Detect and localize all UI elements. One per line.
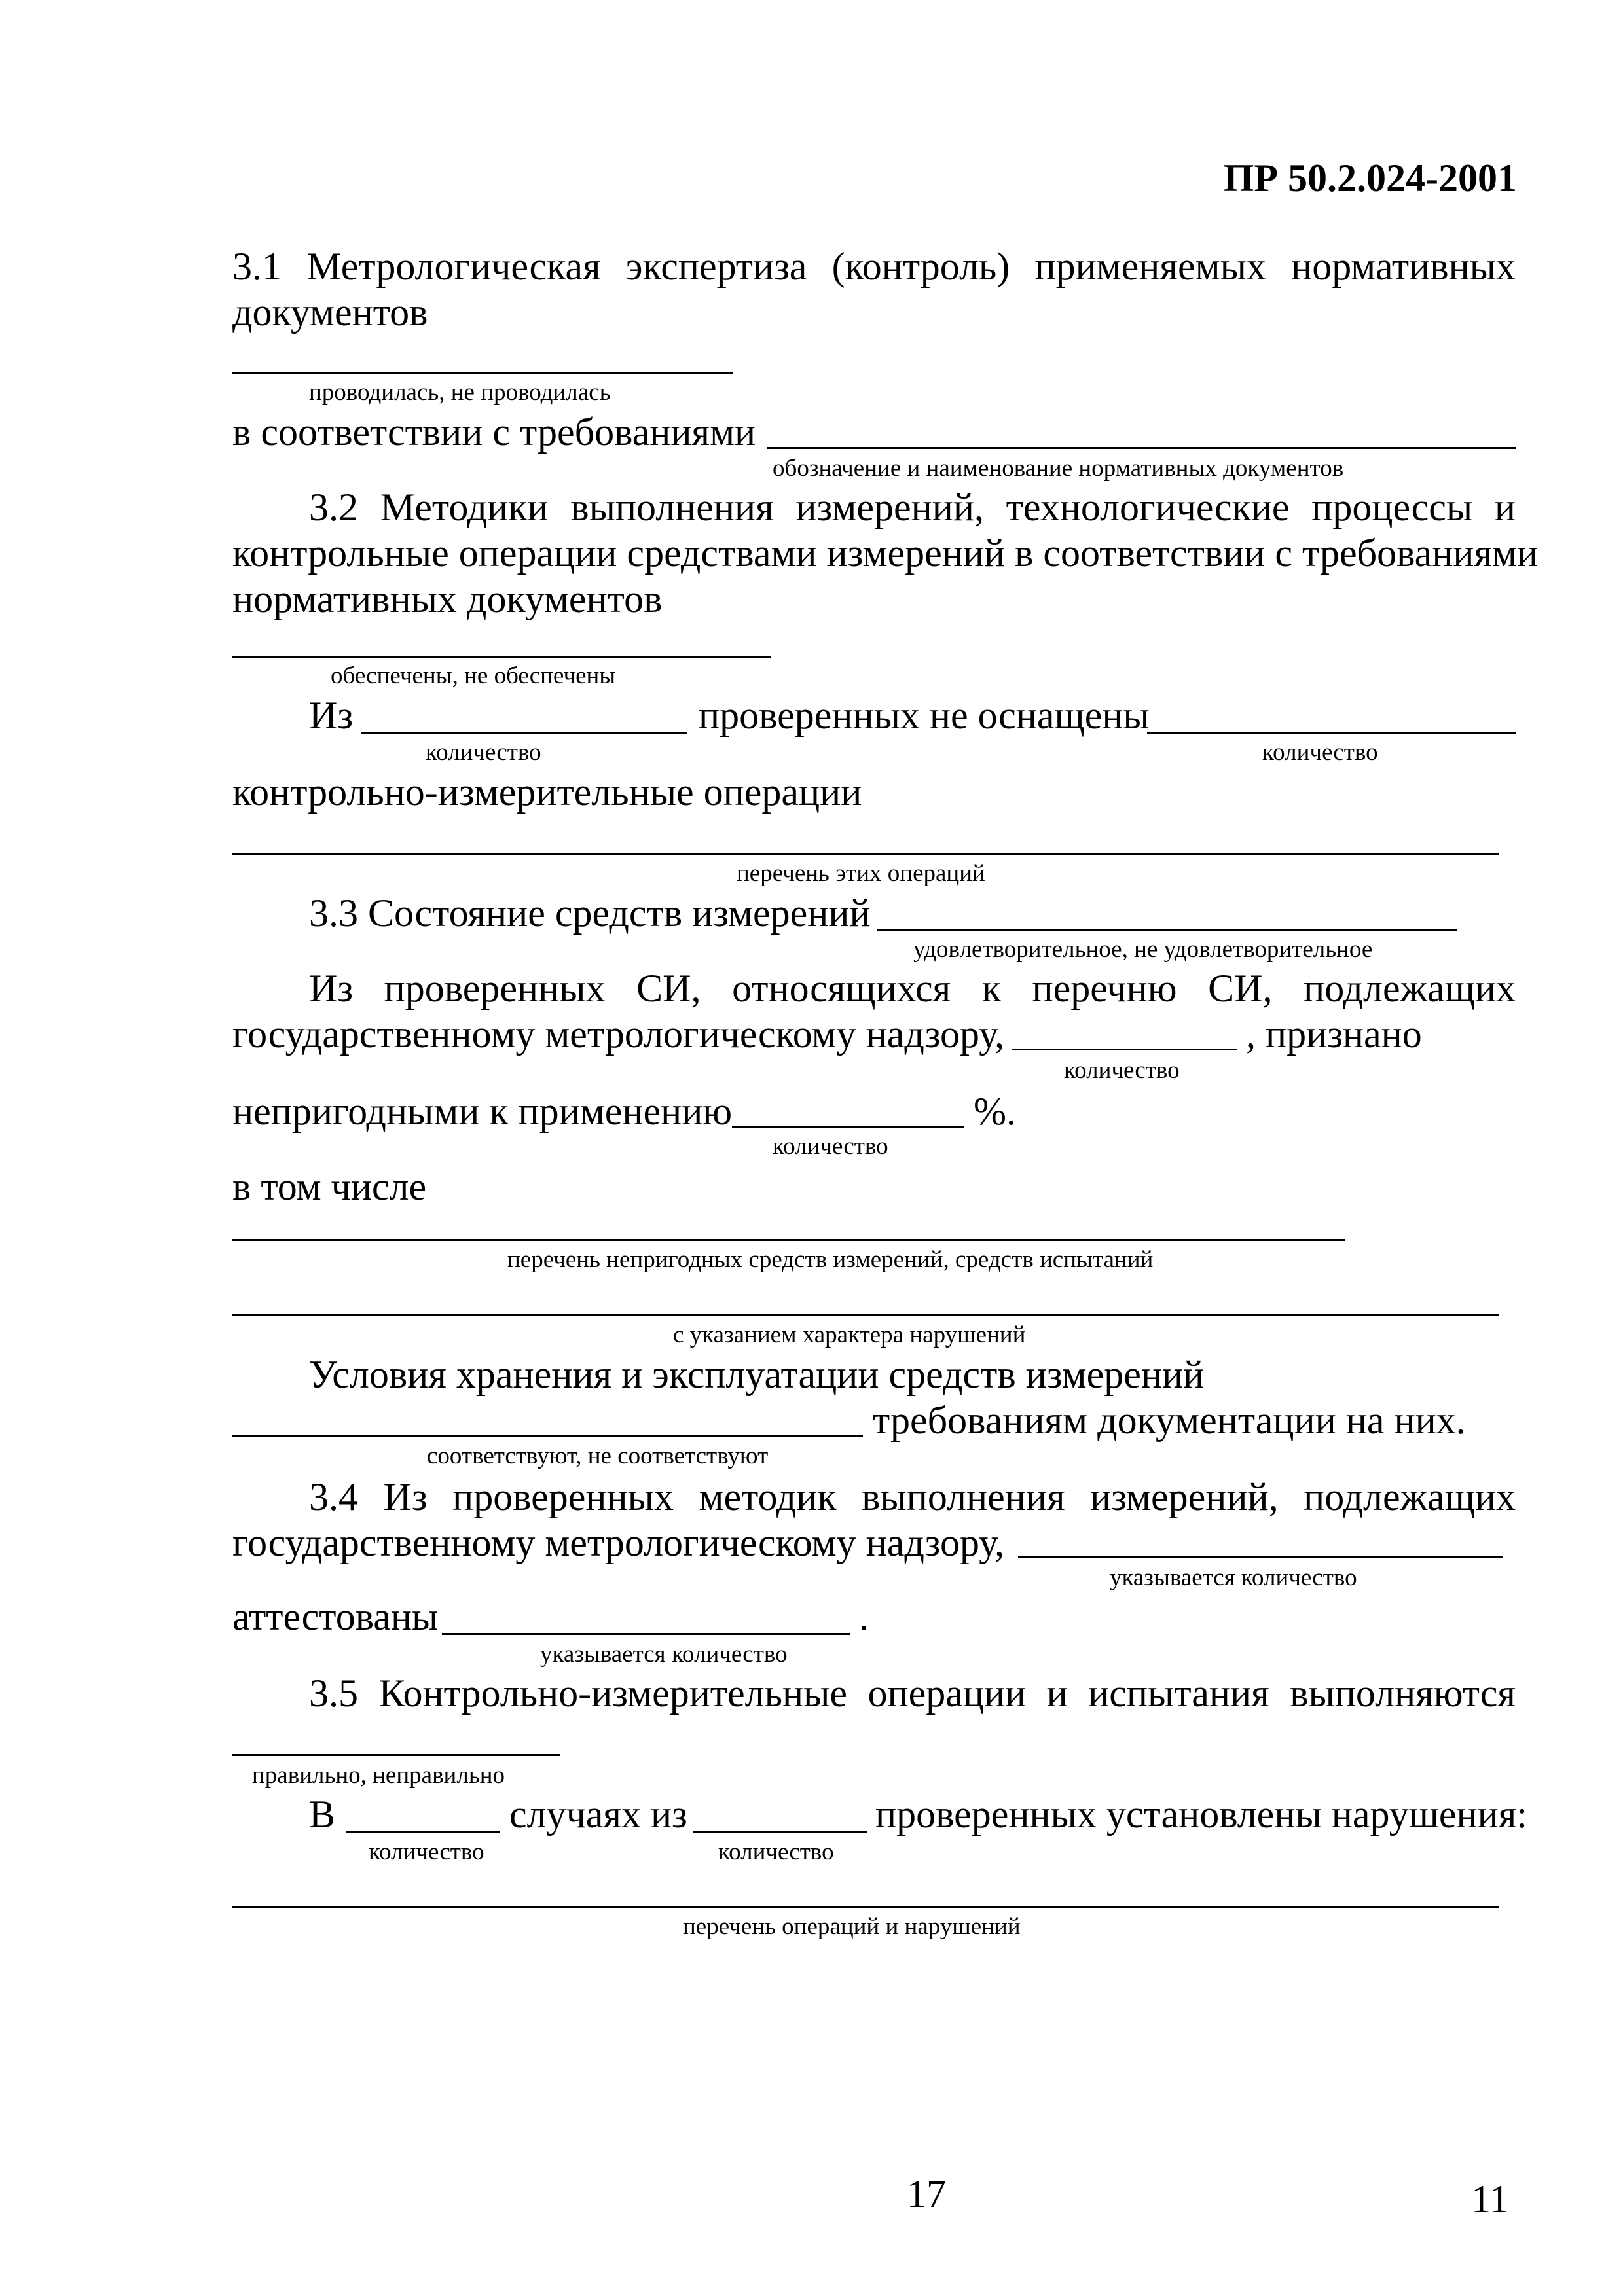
s34-hint-qty2: указывается количество	[540, 1641, 788, 1668]
s33-p-line2a: государственному метрологическому надзору,	[232, 1013, 1005, 1056]
s32-blank-ops-list	[232, 853, 1499, 855]
s32-blank-provided	[232, 656, 771, 658]
s35-blank-correct	[232, 1754, 560, 1756]
s34-hint-qty1: указывается количество	[1110, 1564, 1357, 1591]
s31-blank-done	[232, 372, 733, 374]
s31-blank-docs	[767, 447, 1516, 449]
s35-hint-qty-b: количество	[718, 1839, 834, 1865]
s32-iz: Из	[309, 694, 354, 737]
s33-incl-text: в том числе	[232, 1165, 427, 1208]
page-number-center: 17	[907, 2172, 946, 2215]
s35-hint-qty-a: количество	[369, 1839, 484, 1865]
s33-hint-correspond: соответствуют, не соответствуют	[427, 1443, 769, 1469]
s31-hint-done: проводилась, не проводилась	[309, 379, 611, 406]
s33-p-line2b: , признано	[1246, 1013, 1422, 1056]
s33-blank-unfit-list	[232, 1239, 1345, 1241]
s33-unfit-text: непригодными к применению	[232, 1090, 733, 1133]
s32-line2: контрольные операции средствами измерений в соответствии с требованиями	[232, 531, 1539, 575]
s33-cond-line: Условия хранения и эксплуатации средств измерений	[309, 1353, 1205, 1396]
s33-state-text: 3.3 Состояние средств измерений	[309, 891, 871, 935]
s32-hint-qty-right: количество	[1262, 739, 1378, 766]
s34-dot: .	[859, 1595, 869, 1638]
document-code: ПР 50.2.024-2001	[1223, 156, 1517, 200]
s35-hint-ops-viol: перечень операций и нарушений	[683, 1913, 1021, 1940]
s32-hint-ops-list: перечень этих операций	[737, 860, 985, 887]
s34-blank-qty2	[442, 1633, 850, 1635]
s32-line3: нормативных документов	[232, 577, 663, 620]
s32-ops-text: контрольно-измерительные операции	[232, 770, 862, 814]
s35-v: В	[309, 1793, 336, 1836]
s32-hint-qty-left: количество	[426, 739, 541, 766]
s35-line1: 3.5 Контрольно-измерительные операции и испытания выполняются	[309, 1672, 1516, 1715]
s34-line1: 3.4 Из проверенных методик выполнения измерений, подлежащих	[309, 1475, 1516, 1518]
s33-blank-violation	[232, 1314, 1499, 1316]
s35-blank-ops-viol	[232, 1906, 1499, 1908]
s34-certified: аттестованы	[232, 1595, 439, 1638]
s35-violations-text: проверенных установлены нарушения:	[875, 1793, 1528, 1836]
s31-line2: документов	[232, 291, 428, 334]
s32-hint-provided: обеспечены, не обеспечены	[331, 662, 616, 689]
s31-line1: 3.1 Метрологическая экспертиза (контроль) применяемых нормативных	[232, 245, 1516, 288]
s31-hint-docs: обозначение и наименование нормативных документов	[773, 455, 1344, 482]
s33-blank-state	[877, 929, 1457, 931]
s35-cases-text: случаях из	[509, 1793, 687, 1836]
page-number-right: 11	[1471, 2178, 1509, 2221]
s33-blank-qty2	[732, 1126, 964, 1128]
s35-hint-correct: правильно, неправильно	[252, 1762, 505, 1789]
s33-hint-qty2: количество	[773, 1133, 888, 1160]
s33-blank-correspond	[232, 1435, 863, 1437]
s33-cond-req: требованиям документации на них.	[873, 1399, 1466, 1442]
s33-hint-violation: с указанием характера нарушений	[673, 1321, 1026, 1348]
s34-line2: государственному метрологическому надзору,	[232, 1521, 1005, 1564]
s31-req-text: в соответствии с требованиями	[232, 410, 756, 454]
s32-checked-text: проверенных не оснащены	[699, 694, 1150, 737]
s33-hint-state: удовлетворительное, не удовлетворительное	[913, 936, 1373, 963]
s33-blank-qty1	[1012, 1049, 1237, 1050]
s34-blank-qty1	[1018, 1556, 1503, 1558]
s33-percent: %.	[974, 1090, 1016, 1133]
s35-blank-qty-a	[346, 1831, 500, 1833]
s32-blank-qty-right	[1147, 732, 1516, 734]
s32-line1: 3.2 Методики выполнения измерений, технологические процессы и	[309, 486, 1516, 529]
s32-blank-qty-left	[361, 732, 687, 734]
s33-p-line1: Из проверенных СИ, относящихся к перечню СИ, подлежащих	[309, 967, 1516, 1010]
s33-hint-qty1: количество	[1064, 1057, 1180, 1084]
s33-hint-unfit-list: перечень непригодных средств измерений, средств испытаний	[507, 1246, 1154, 1273]
s35-blank-qty-b	[693, 1831, 867, 1833]
